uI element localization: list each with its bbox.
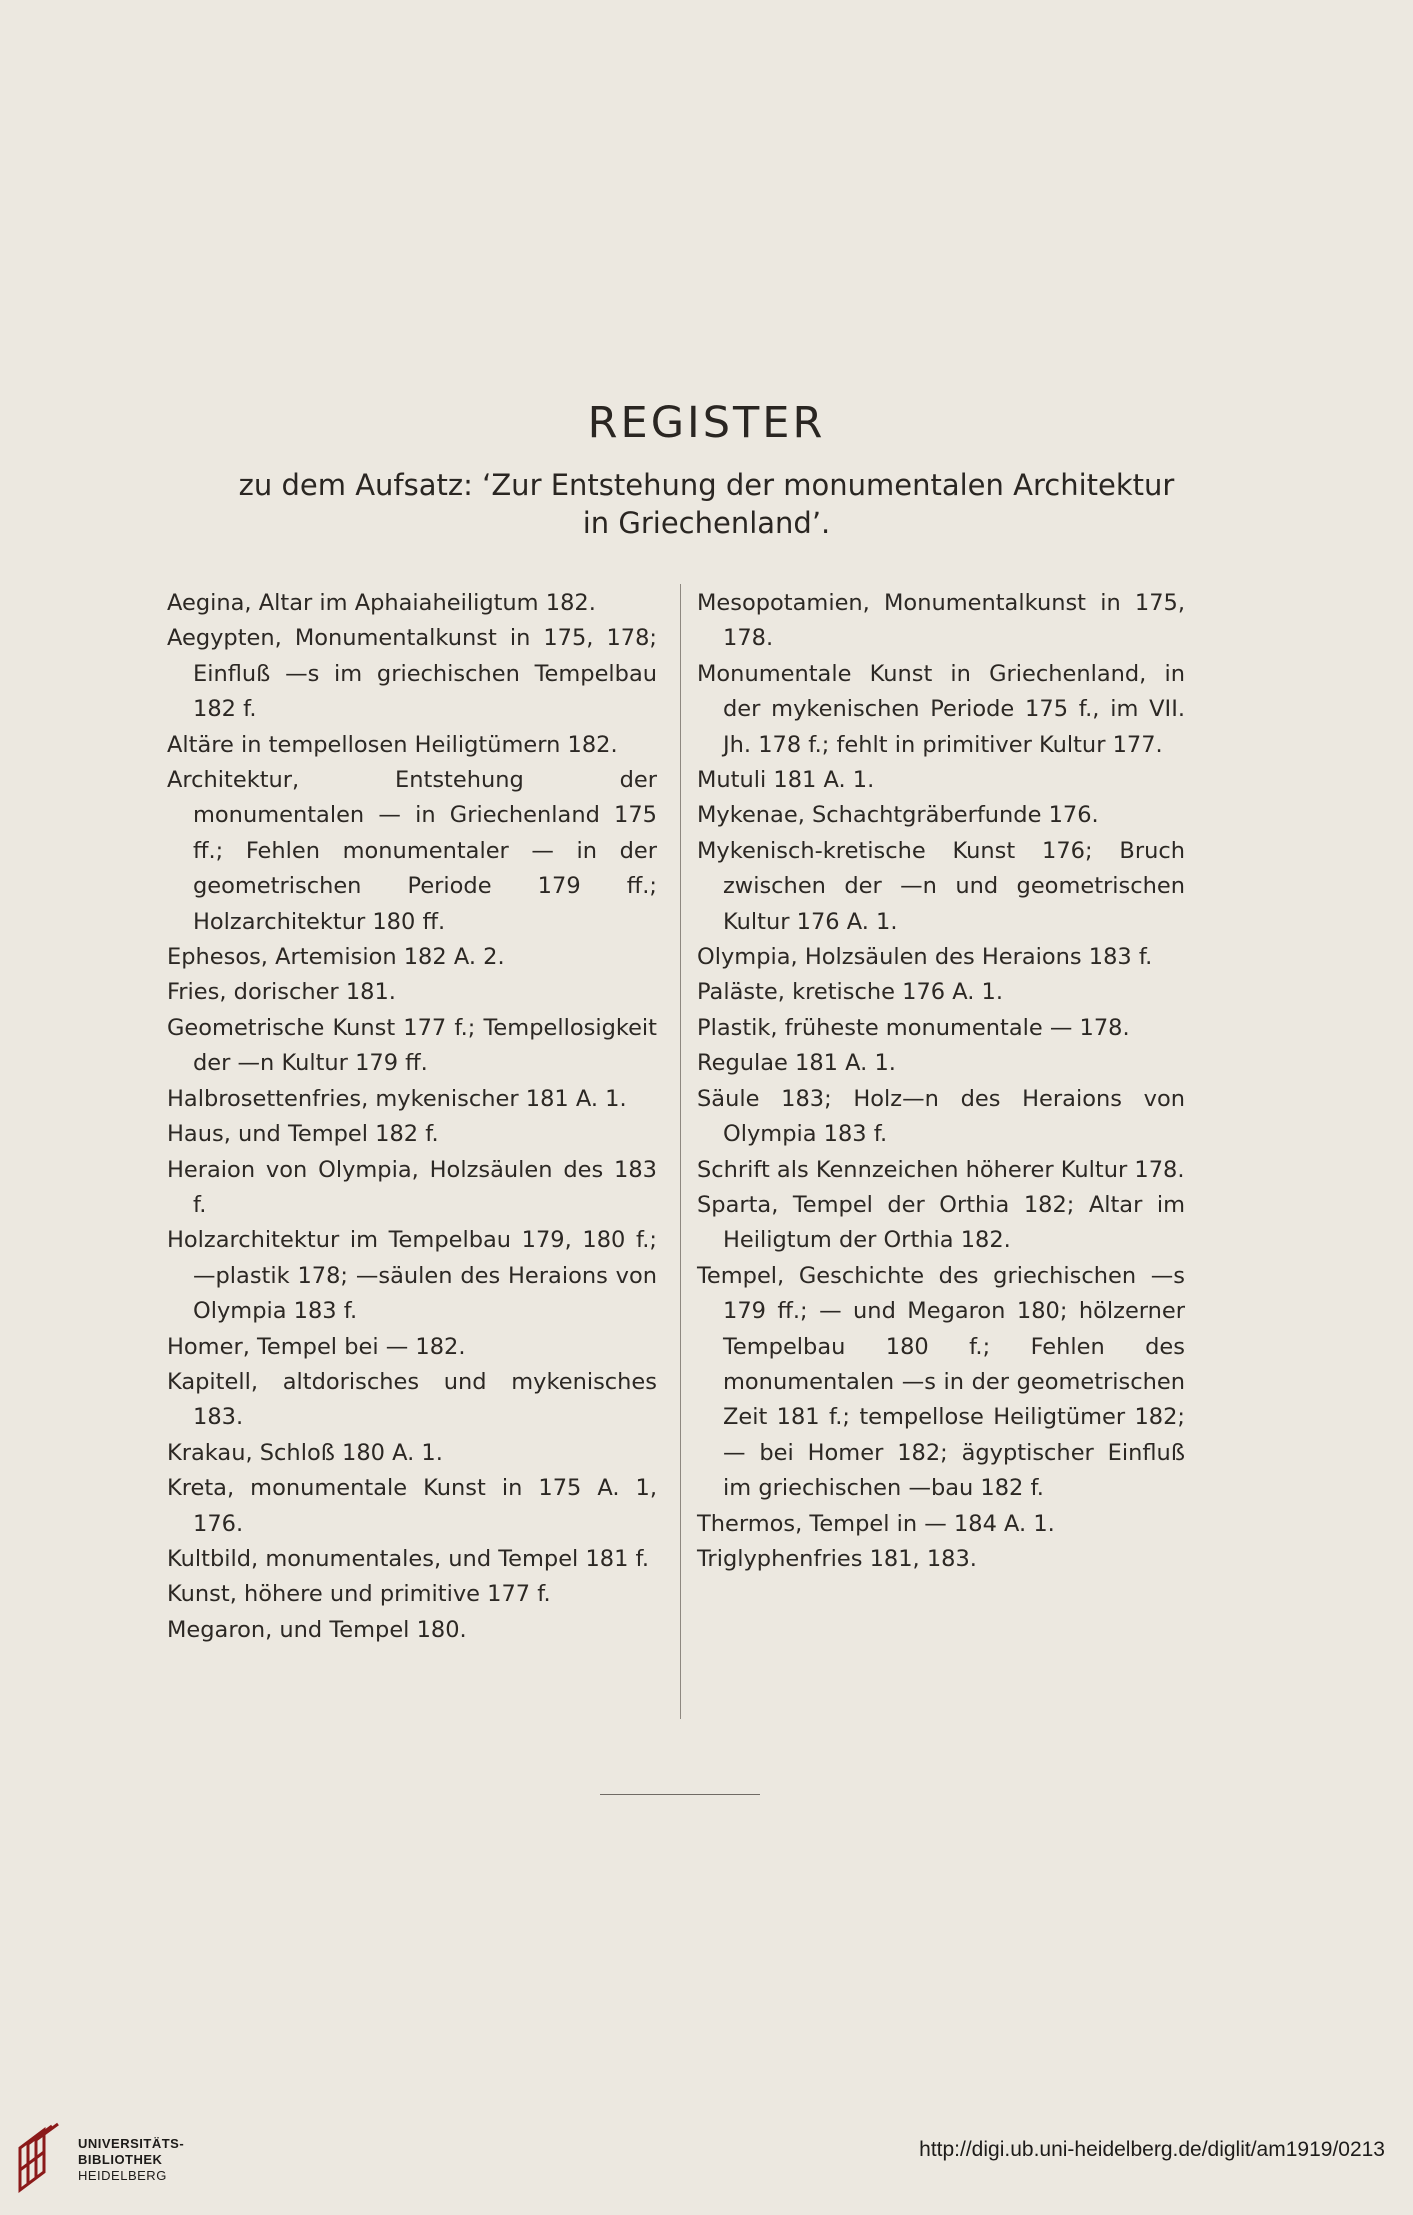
index-entry: Aegina, Altar im Aphaiaheiligtum 182. bbox=[167, 590, 596, 616]
subtitle-line-2: in Griechenland’. bbox=[582, 506, 831, 540]
library-name-line-2: BIBLIOTHEK bbox=[78, 2152, 163, 2167]
index-entry: Regulae 181 A. 1. bbox=[697, 1050, 896, 1077]
index-entry: Geometrische Kunst 177 f.; Tempellosigkeit der —n Kultur 179 ff. bbox=[167, 1014, 657, 1077]
index-entry: Aegypten, Monumentalkunst in 175, 178; Einfluß —s im griechischen Tempelbau 182 f. bbox=[167, 625, 657, 723]
library-logo-icon bbox=[14, 2120, 64, 2194]
index-entry: Mutuli 181 A. 1. bbox=[697, 767, 875, 794]
library-name bbox=[78, 2136, 184, 2184]
index-column-left bbox=[167, 586, 657, 1648]
index-entry: Holzarchitektur im Tempelbau 179, 180 f.; —plastik 178; —säulen des Heraions von Olympia 183 f. bbox=[167, 1227, 657, 1325]
index-entry: Tempel, Geschichte des griechischen —s 179 ff.; — und Megaron 180; hölzerner Tempelbau 180 f.; Fehlen des monumentalen —s in der geometrischen Zeit 181 f.; tempellose Heiligtümer 182; — bei Homer 182; ägyptischer Einfluß im griechischen —bau 182 f. bbox=[697, 1262, 1185, 1502]
index-entry: Haus, und Tempel 182 f. bbox=[167, 1121, 439, 1148]
index-column-right bbox=[697, 586, 1185, 1577]
index-entry: Megaron, und Tempel 180. bbox=[167, 1616, 467, 1643]
index-entry: Homer, Tempel bei — 182. bbox=[167, 1333, 466, 1360]
index-entry: Halbrosettenfries, mykenischer 181 A. 1. bbox=[167, 1085, 627, 1112]
index-entry: Architektur, Entstehung der monumentalen — in Griechenland 175 ff.; Fehlen monumentaler — in der geometrischen Periode 179 ff.; Holzarchitektur 180 ff. bbox=[167, 767, 657, 935]
index-entry: Krakau, Schloß 180 A. 1. bbox=[167, 1439, 443, 1466]
index-entry: Schrift als Kennzeichen höherer Kultur 178. bbox=[697, 1156, 1185, 1183]
register-subtitle bbox=[150, 466, 1263, 542]
index-entry: Monumentale Kunst in Griechenland, in der mykenischen Periode 175 f., im VII. Jh. 178 f.; fehlt in primitiver Kultur 177. bbox=[697, 660, 1185, 758]
index-entry: Sparta, Tempel der Orthia 182; Altar im Heiligtum der Orthia 182. bbox=[697, 1191, 1185, 1254]
index-entry: Thermos, Tempel in — 184 A. 1. bbox=[697, 1510, 1055, 1537]
index-entry: Säule 183; Holz—n des Heraions von Olympia 183 f. bbox=[697, 1085, 1185, 1148]
index-entry: Mykenisch-kretische Kunst 176; Bruch zwischen der —n und geometrischen Kultur 176 A. 1. bbox=[697, 837, 1185, 935]
index-entry: Kunst, höhere und primitive 177 f. bbox=[167, 1581, 551, 1608]
index-entry: Plastik, früheste monumentale — 178. bbox=[697, 1014, 1130, 1041]
index-entry: Triglyphenfries 181, 183. bbox=[697, 1545, 977, 1572]
index-entry: Altäre in tempellosen Heiligtümern 182. bbox=[167, 731, 618, 758]
index-entry: Paläste, kretische 176 A. 1. bbox=[697, 979, 1003, 1006]
index-entry: Fries, dorischer 181. bbox=[167, 979, 396, 1006]
library-name-line-3: HEIDELBERG bbox=[78, 2168, 167, 2183]
index-entry: Ephesos, Artemision 182 A. 2. bbox=[167, 944, 505, 971]
register-title: REGISTER bbox=[587, 398, 826, 448]
index-entry: Kapitell, altdorisches und mykenisches 183. bbox=[167, 1368, 657, 1431]
column-divider bbox=[680, 584, 681, 1719]
subtitle-line-1: zu dem Aufsatz: ‘Zur Entstehung der monumentalen Architektur bbox=[238, 468, 1175, 502]
index-entry: Olympia, Holzsäulen des Heraions 183 f. bbox=[697, 944, 1153, 971]
end-rule bbox=[600, 1794, 760, 1795]
source-url[interactable]: http://digi.ub.uni-heidelberg.de/diglit/am1919/0213 bbox=[919, 2138, 1385, 2161]
library-name-line-1: UNIVERSITÄTS- bbox=[78, 2136, 185, 2151]
index-entry: Mykenae, Schachtgräberfunde 176. bbox=[697, 802, 1099, 829]
index-entry: Kreta, monumentale Kunst in 175 A. 1, 176. bbox=[167, 1475, 657, 1537]
index-entry: Heraion von Olympia, Holzsäulen des 183 f. bbox=[167, 1156, 657, 1218]
index-entry: Kultbild, monumentales, und Tempel 181 f. bbox=[167, 1545, 649, 1572]
index-entry: Mesopotamien, Monumentalkunst in 175, 178. bbox=[697, 590, 1185, 652]
